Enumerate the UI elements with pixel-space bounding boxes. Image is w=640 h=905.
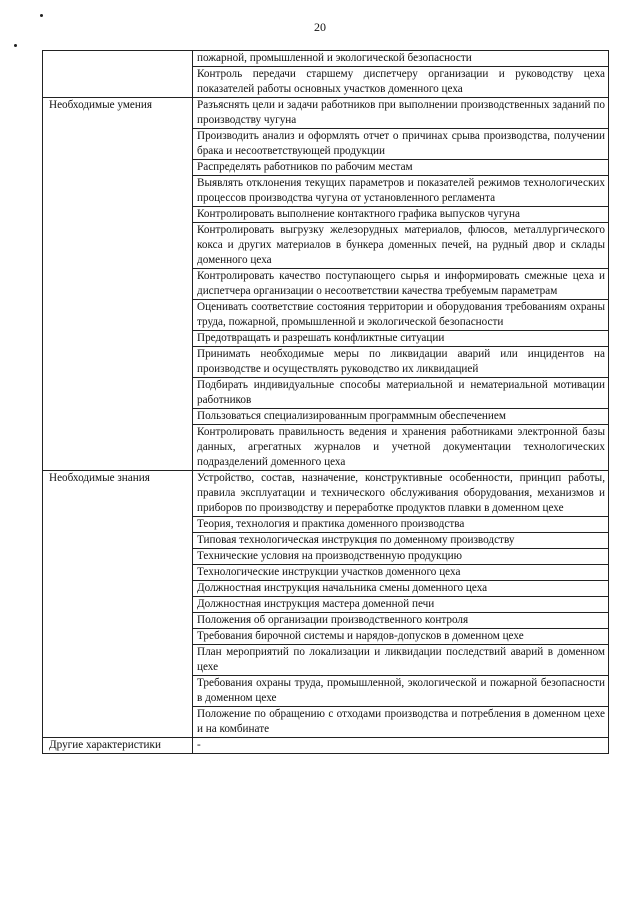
table-cell-item: Теория, технология и практика доменного производства [193,517,609,533]
table-row [43,738,609,754]
table-cell-item: пожарной, промышленной и экологической безопасности [193,51,609,67]
page-number: 20 [314,20,326,34]
section-label [43,51,193,98]
table-cell-item: Положение по обращению с отходами производства и потребления в доменном цехе и на комбинате [193,707,609,738]
table-cell-item: - [193,738,609,754]
table-cell-item: Типовая технологическая инструкция по доменному производству [193,533,609,549]
table-cell-item: План мероприятий по локализации и ликвидации последствий аварий в доменном цехе [193,645,609,676]
table-cell-item: Контроль передачи старшему диспетчеру организации и руководству цеха показателей работы основных участков доменного цеха [193,67,609,98]
table-cell-item: Пользоваться специализированным программным обеспечением [193,409,609,425]
table-cell-item: Требования бирочной системы и нарядов-допусков в доменном цехе [193,629,609,645]
section-label: Другие характеристики [43,738,193,754]
table-cell-item: Положения об организации производственного контроля [193,613,609,629]
table-cell-item: Технологические инструкции участков доменного цеха [193,565,609,581]
table-cell-item: Должностная инструкция начальника смены доменного цеха [193,581,609,597]
table-cell-item: Производить анализ и оформлять отчет о причинах срыва производства, получении брака и несоответствующей продукции [193,129,609,160]
requirements-table-body [43,51,609,754]
table-cell-item: Устройство, состав, назначение, конструктивные особенности, принцип работы, правила эксплуатации и технического обслуживания оборудования, механизмов и приборов по производству и переработке продуктов плавки в доменном цехе [193,471,609,517]
requirements-table [42,50,609,754]
table-cell-item: Выявлять отклонения текущих параметров и показателей режимов технологических процессов производства чугуна от установленного регламента [193,176,609,207]
table-row [43,51,609,67]
table-cell-item: Принимать необходимые меры по ликвидации аварий или инцидентов на производстве и осуществлять руководство их ликвидацией [193,347,609,378]
section-label: Необходимые умения [43,98,193,471]
table-cell-item: Распределять работников по рабочим местам [193,160,609,176]
table-cell-item: Оценивать соответствие состояния территории и оборудования требованиям охраны труда, пожарной, промышленной и экологической безопасности [193,300,609,331]
section-label: Необходимые знания [43,471,193,738]
table-row [43,471,609,517]
table-cell-item: Контролировать выгрузку железорудных материалов, флюсов, металлургического кокса и других материалов в бункера доменных печей, на рудный двор и склады доменного цеха [193,223,609,269]
table-cell-item: Предотвращать и разрешать конфликтные ситуации [193,331,609,347]
table-cell-item: Должностная инструкция мастера доменной печи [193,597,609,613]
table-cell-item: Контролировать выполнение контактного графика выпусков чугуна [193,207,609,223]
table-cell-item: Подбирать индивидуальные способы материальной и нематериальной мотивации работников [193,378,609,409]
table-cell-item: Контролировать правильность ведения и хранения работниками электронной базы данных, агрегатных журналов и учетной документации технологических подразделений доменного цеха [193,425,609,471]
table-cell-item: Требования охраны труда, промышленной, экологической и пожарной безопасности в доменном цехе [193,676,609,707]
scan-speck [40,14,43,17]
table-cell-item: Контролировать качество поступающего сырья и информировать смежные цеха и диспетчера организации о несоответствии качества требуемым параметрам [193,269,609,300]
table-row [43,98,609,129]
table-cell-item: Разъяснять цели и задачи работников при выполнении производственных заданий по производству чугуна [193,98,609,129]
table-cell-item: Технические условия на производственную продукцию [193,549,609,565]
scan-speck [14,44,17,47]
